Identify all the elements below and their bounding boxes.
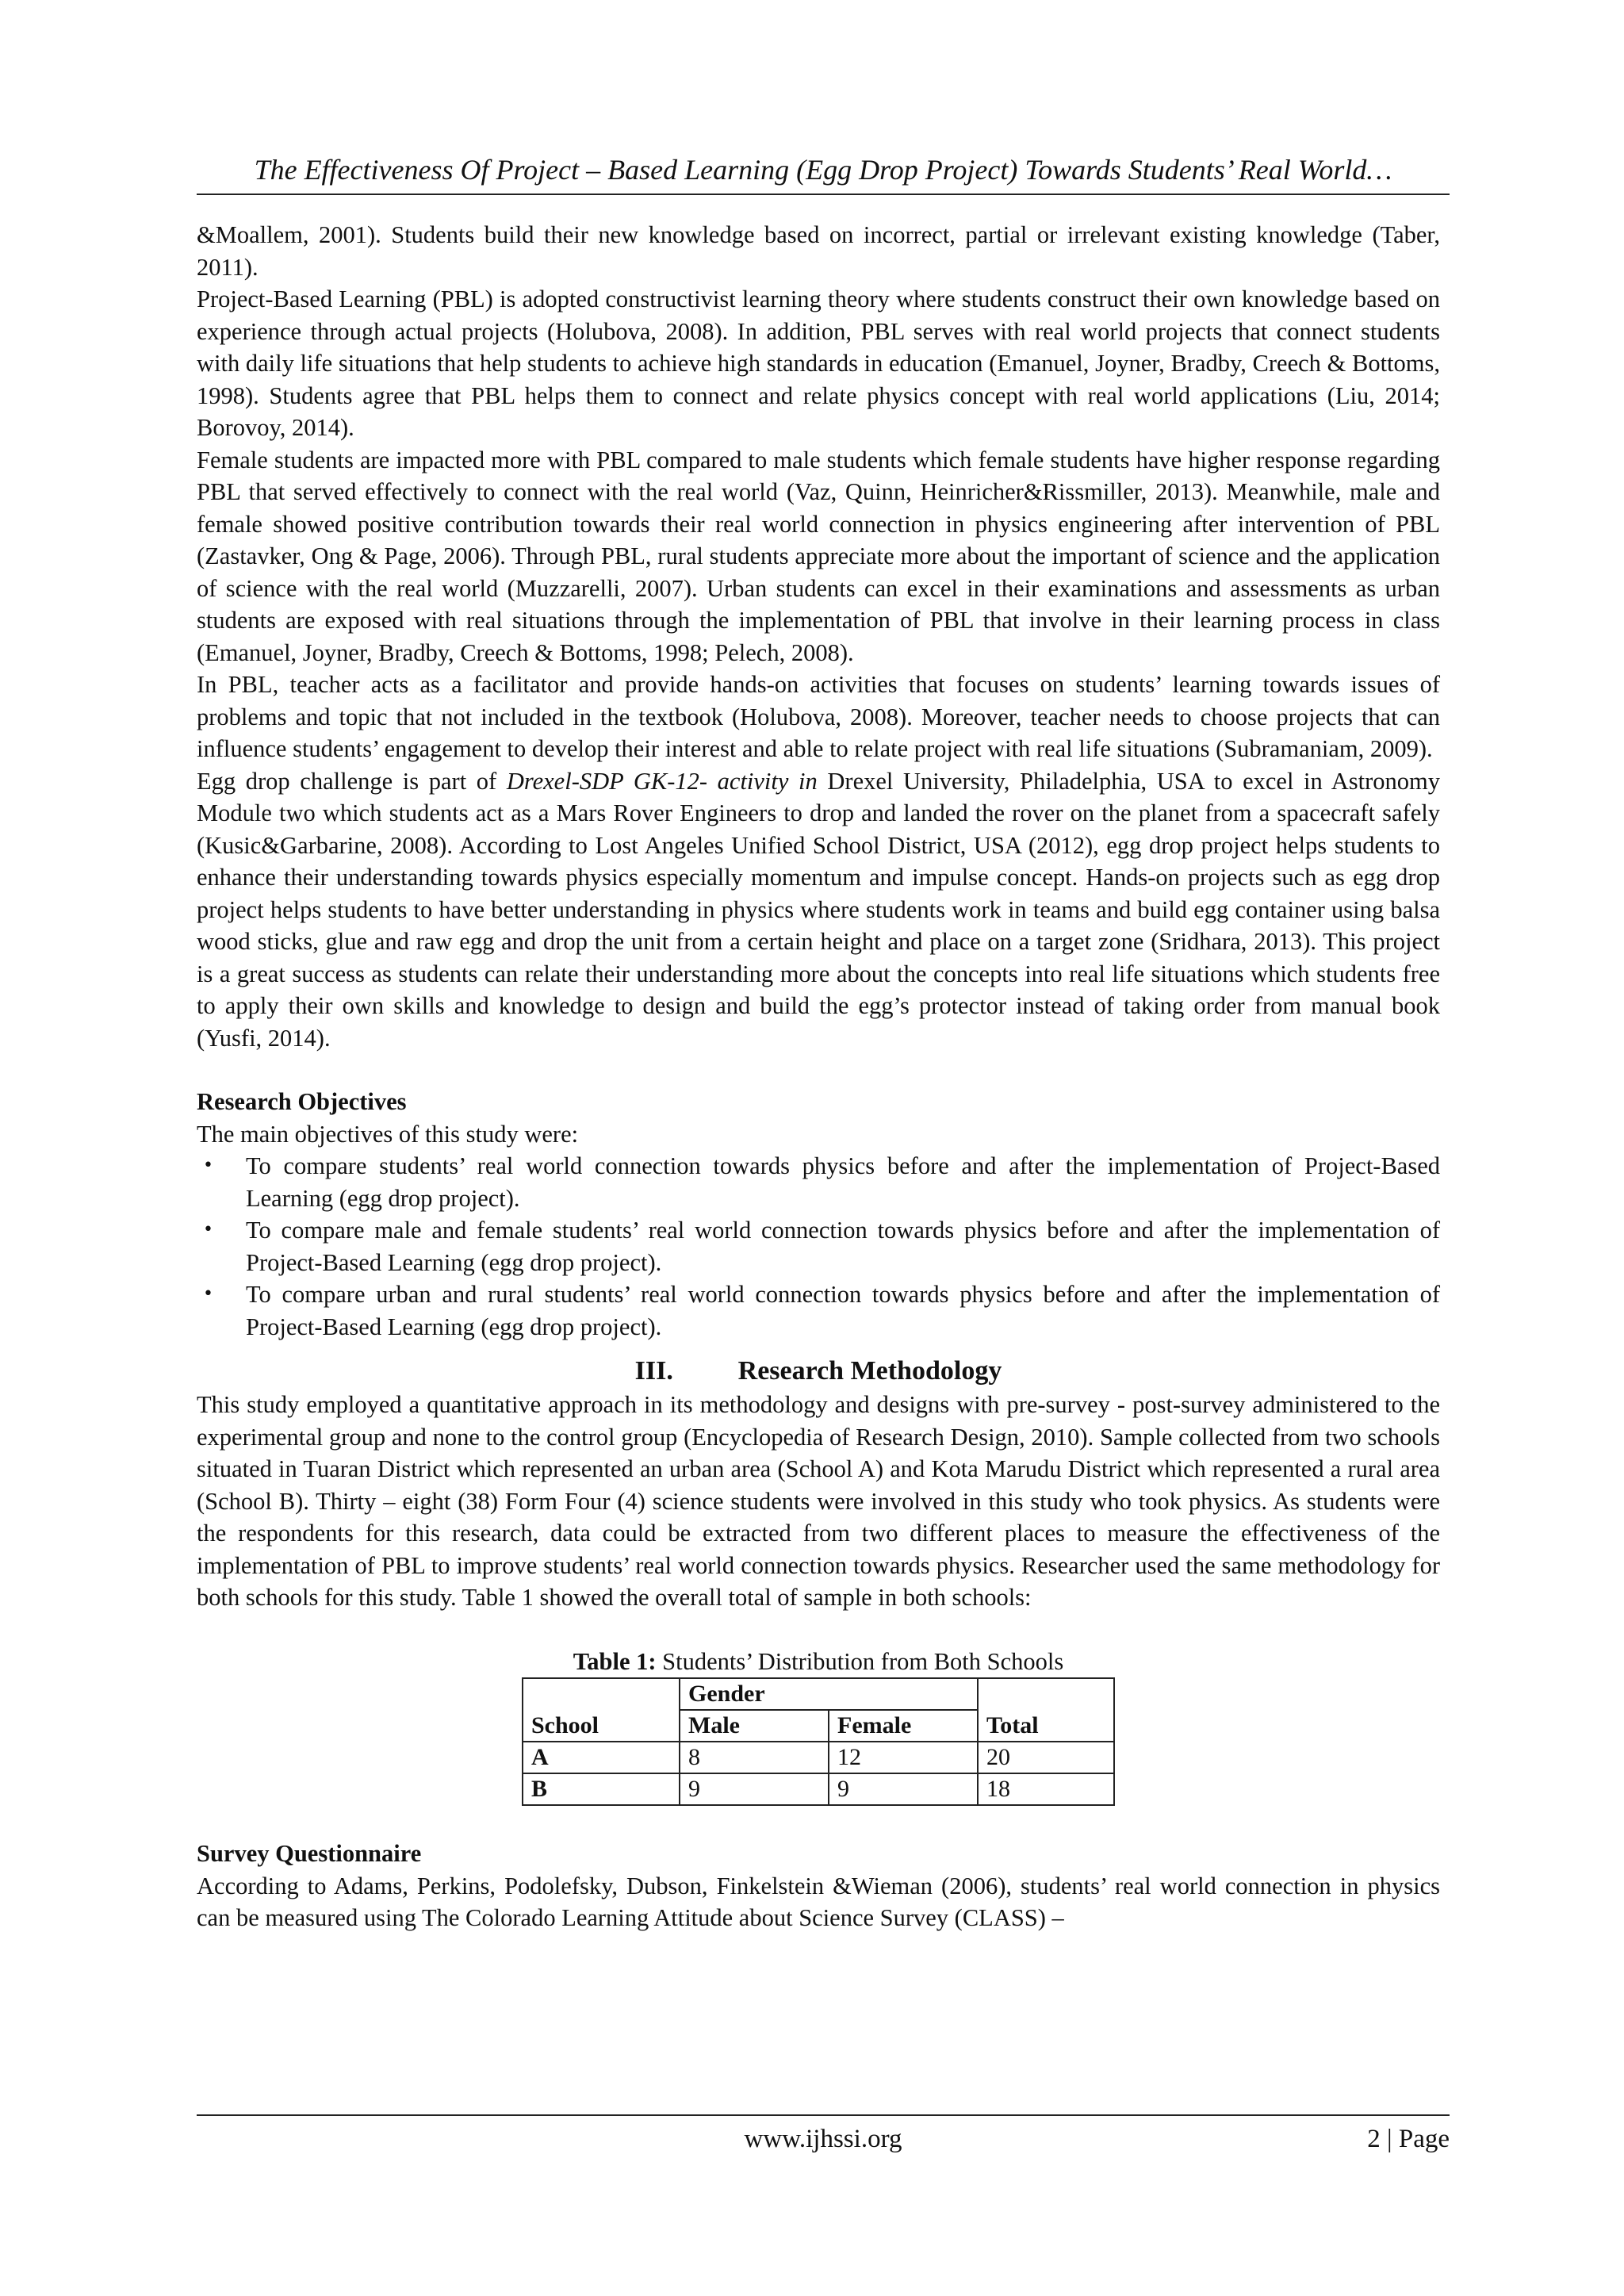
table-row (523, 1742, 1114, 1773)
bullet-icon: • (203, 1284, 213, 1304)
spacer (197, 1054, 1440, 1086)
table-header-school: School (523, 1678, 680, 1742)
footer-rule (197, 2114, 1450, 2116)
egg-drop-lead: Egg drop challenge is part of (197, 767, 507, 795)
objective-text: To compare male and female students’ real world connection towards physics before and after the implementation of Project-Based Learning (egg drop project). (246, 1217, 1440, 1276)
table-cell-total: 20 (978, 1742, 1114, 1773)
egg-drop-italic: Drexel-SDP GK-12- activity in (506, 767, 818, 795)
table-cell-school: B (523, 1773, 680, 1805)
table-cell-female: 12 (829, 1742, 978, 1773)
objective-text: To compare urban and rural students’ real world connection towards physics before and after the implementation of Project-Based Learning (egg drop project). (246, 1281, 1440, 1340)
body-paragraph: &Moallem, 2001). Students build their new knowledge based on incorrect, partial or irrelevant existing knowledge (Taber, 2011). (197, 221, 1440, 281)
running-header: The Effectiveness Of Project – Based Learning (Egg Drop Project) Towards Students’ Real World… (254, 154, 1392, 186)
spacer (197, 1806, 1440, 1838)
bullet-icon: • (203, 1156, 213, 1175)
footer-website: www.ijhssi.org (744, 2125, 902, 2153)
table-caption (197, 1646, 1440, 1678)
chapter-title: Research Methodology (737, 1356, 1002, 1386)
egg-drop-rest: Drexel University, Philadelphia, USA to excel in Astronomy Module two which students act as a Mars Rover Engineers to drop and landed the rover on the planet from a spacecraft safely (Kusic&Garbarine, 2008). According to Lost Angeles Unified School District, USA (2012), egg drop project helps students to enhance their understanding towards physics especially momentum and impulse concept. Hands-on projects such as egg drop project helps students to have better understanding in physics where students work in teams and build egg container using balsa wood sticks, glue and raw egg and drop the unit from a certain height and place on a target zone (Sridhara, 2013). This project is a great success as students can relate their understanding more about the concepts into real life situations which students free to apply their own skills and knowledge to design and build the egg’s protector instead of taking order from manual book (Yusfi, 2014). (197, 767, 1440, 1052)
objectives-list (197, 1150, 1440, 1343)
methodology-paragraph: This study employed a quantitative approach in its methodology and designs with pre-survey - post-survey administered to the experimental group and none to the control group (Encyclopedia of Research Design, 2010). Sample collected from two schools situated in Tuaran District which represented an urban area (School A) and Kota Marudu District which represented a rural area (School B). Thirty – eight (38) Form Four (4) science students were involved in this study who took physics. As students were the respondents for this research, data could be extracted from two different places to measure the effectiveness of the implementation of PBL to improve students’ real world connection towards physics. Researcher used the same methodology for both schools for this study. Table 1 showed the overall total of sample in both schools: (197, 1391, 1440, 1611)
table-row (523, 1773, 1114, 1805)
body-paragraph: In PBL, teacher acts as a facilitator and provide hands-on activities that focuses on students’ learning towards issues of problems and topic that not included in the textbook (Holubova, 2008). Moreover, teacher needs to choose projects that can influence students’ engagement to develop their interest and able to relate project with real life situations (Subramaniam, 2009). (197, 671, 1440, 762)
distribution-table (522, 1677, 1115, 1806)
table-cell-female: 9 (829, 1773, 978, 1805)
objective-item (197, 1214, 1440, 1278)
page-number: 2 | Page (1367, 2125, 1450, 2153)
survey-paragraph: According to Adams, Perkins, Podolefsky, Dubson, Finkelstein &Wieman (2006), students’ real world connection in physics can be measured using The Colorado Learning Attitude about Science Survey (CLASS) – (197, 1872, 1440, 1931)
section-heading-survey: Survey Questionnaire (197, 1840, 422, 1867)
table-header-total: Total (978, 1678, 1114, 1742)
body-paragraph: Project-Based Learning (PBL) is adopted constructivist learning theory where students construct their own knowledge based on experience through actual projects (Holubova, 2008). In addition, PBL serves with real world projects that connect students with daily life situations that help students to achieve high standards in education (Emanuel, Joyner, Bradby, Creech & Bottoms, 1998). Students agree that PBL helps them to connect and relate physics concept with real world applications (Liu, 2014; Borovoy, 2014). (197, 286, 1440, 441)
table-caption-label: Table 1: (573, 1647, 657, 1675)
table-cell-total: 18 (978, 1773, 1114, 1805)
table-cell-male: 9 (680, 1773, 829, 1805)
objective-item (197, 1278, 1440, 1343)
table-header-gender: Gender (680, 1678, 978, 1710)
main-content (197, 219, 1440, 1934)
body-paragraph-egg-drop (197, 765, 1440, 1055)
table-caption-text: Students’ Distribution from Both Schools (656, 1647, 1064, 1675)
table-cell-school: A (523, 1742, 680, 1773)
bullet-icon: • (203, 1220, 213, 1240)
body-paragraph: Female students are impacted more with PBL compared to male students which female students have higher response regarding PBL that served effectively to connect with the real world (Vaz, Quinn, Heinricher&Rissmiller, 2013). Meanwhile, male and female showed positive contribution towards their real world connection in physics engineering after intervention of PBL (Zastavker, Ong & Page, 2006). Through PBL, rural students appreciate more about the important of science and the application of science with the real world (Muzzarelli, 2007). Urban students can excel in their examinations and assessments as urban students are exposed with real situations through the implementation of PBL that involve in their learning process in class (Emanuel, Joyner, Bradby, Creech & Bottoms, 1998; Pelech, 2008). (197, 446, 1440, 666)
header-rule (197, 194, 1450, 195)
table-header-female: Female (829, 1710, 978, 1742)
objective-text: To compare students’ real world connection towards physics before and after the implementation of Project-Based Learning (egg drop project). (246, 1152, 1440, 1212)
table-cell-male: 8 (680, 1742, 829, 1773)
chapter-heading (197, 1354, 1440, 1389)
table-header-row (523, 1678, 1114, 1710)
objectives-intro: The main objectives of this study were: (197, 1120, 579, 1148)
section-heading-objectives: Research Objectives (197, 1088, 407, 1115)
table-header-male: Male (680, 1710, 829, 1742)
chapter-number: III. (634, 1356, 673, 1386)
objective-item (197, 1150, 1440, 1214)
